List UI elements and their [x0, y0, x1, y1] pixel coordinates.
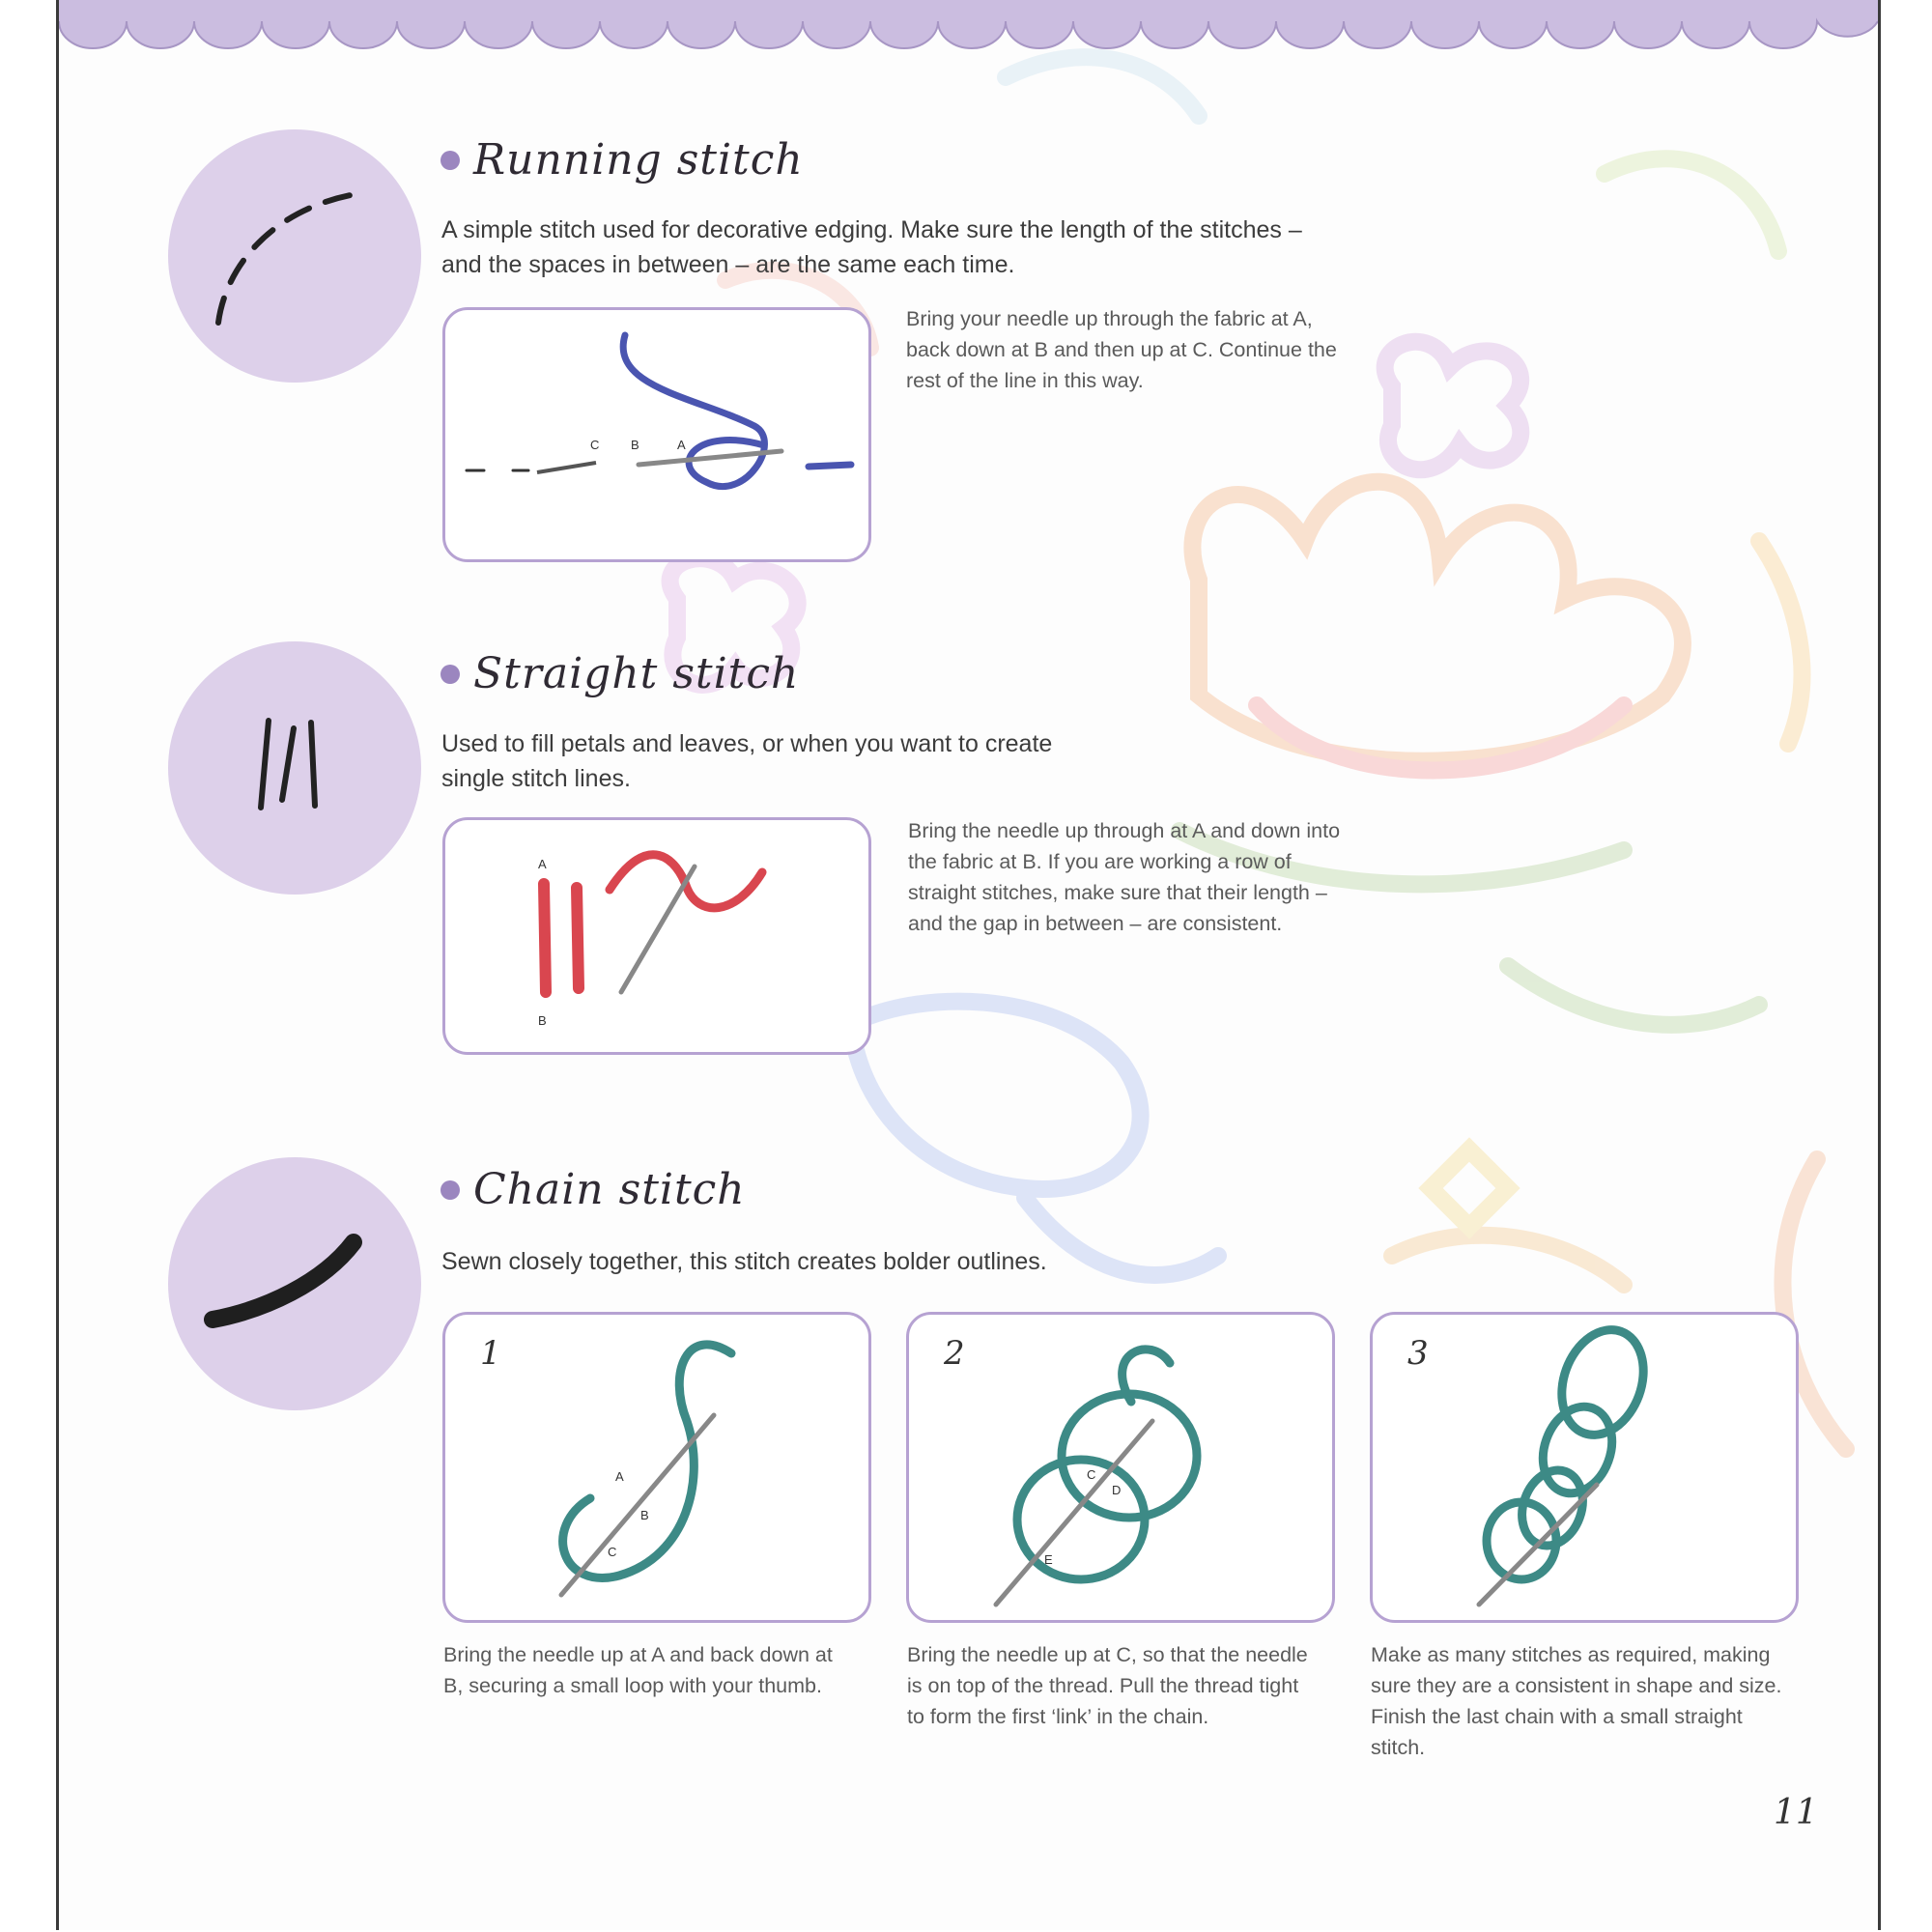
label-b: B: [538, 1013, 547, 1028]
chain-step-3-illustration: [1373, 1315, 1802, 1626]
three-lines-icon: [168, 641, 421, 895]
dashed-curve-icon: [168, 129, 421, 383]
thick-curve-icon: [168, 1157, 421, 1410]
bullet-icon: [440, 151, 460, 170]
section-description: Used to fill petals and leaves, or when you want to create single stitch lines.: [441, 730, 1053, 792]
chain-step-2-illustration: [909, 1315, 1338, 1626]
section-instructions: Bring the needle up through at A and down into the fabric at B. If you are working a row of straight stitches, make sure that their length – and the gap in between – are consistent.: [908, 819, 1341, 935]
scalloped-border: [59, 0, 1878, 58]
label-c: C: [590, 438, 600, 452]
label-c: C: [1087, 1467, 1096, 1482]
running-stitch-diagram: [442, 307, 871, 562]
straight-stitch-heading: [440, 649, 799, 698]
label-e: E: [1044, 1552, 1053, 1567]
straight-stitch-illustration: [445, 820, 874, 1058]
section-instructions: Bring your needle up through the fabric at A, back down at B and then up at C. Continue the rest of the line in this way.: [906, 307, 1337, 392]
section-description: Sewn closely together, this stitch creates bolder outlines.: [441, 1248, 1047, 1275]
chain-step-3-diagram: [1370, 1312, 1799, 1623]
bullet-icon: [440, 665, 460, 684]
step-caption: Bring the needle up at A and back down at B, securing a small loop with your thumb.: [443, 1643, 833, 1697]
chain-step-2-diagram: [906, 1312, 1335, 1623]
section-description: A simple stitch used for decorative edging. Make sure the length of the stitches – and the spaces in between – are the same each time.: [441, 216, 1302, 278]
chain-stitch-heading: [440, 1165, 746, 1214]
running-stitch-heading: [440, 135, 804, 185]
straight-stitch-icon-circle: [168, 641, 421, 895]
label-a: A: [538, 857, 547, 871]
running-stitch-illustration: [445, 310, 874, 565]
step-number: 1: [480, 1334, 501, 1373]
chain-step-1-diagram: [442, 1312, 871, 1623]
chain-stitch-icon-circle: [168, 1157, 421, 1410]
section-title: Running stitch: [473, 135, 804, 185]
label-b: B: [640, 1508, 649, 1522]
bullet-icon: [440, 1180, 460, 1200]
running-stitch-icon-circle: [168, 129, 421, 383]
page-number: 11: [1774, 1793, 1818, 1833]
book-page: [56, 0, 1881, 1930]
label-a: A: [615, 1469, 624, 1484]
section-title: Straight stitch: [473, 649, 800, 698]
chain-step-1-illustration: [445, 1315, 874, 1626]
label-d: D: [1112, 1483, 1122, 1497]
label-c: C: [608, 1545, 617, 1559]
straight-stitch-diagram: [442, 817, 871, 1055]
step-caption: Make as many stitches as required, making sure they are a consistent in shape and size. Finish the last chain with a small straight stitch.: [1371, 1643, 1782, 1759]
step-number: 2: [944, 1334, 965, 1373]
label-b: B: [631, 438, 639, 452]
label-a: A: [677, 438, 686, 452]
step-caption: Bring the needle up at C, so that the needle is on top of the thread. Pull the thread tight to form the first ‘link’ in the chain.: [907, 1643, 1308, 1728]
step-number: 3: [1407, 1334, 1429, 1373]
section-title: Chain stitch: [473, 1165, 746, 1214]
